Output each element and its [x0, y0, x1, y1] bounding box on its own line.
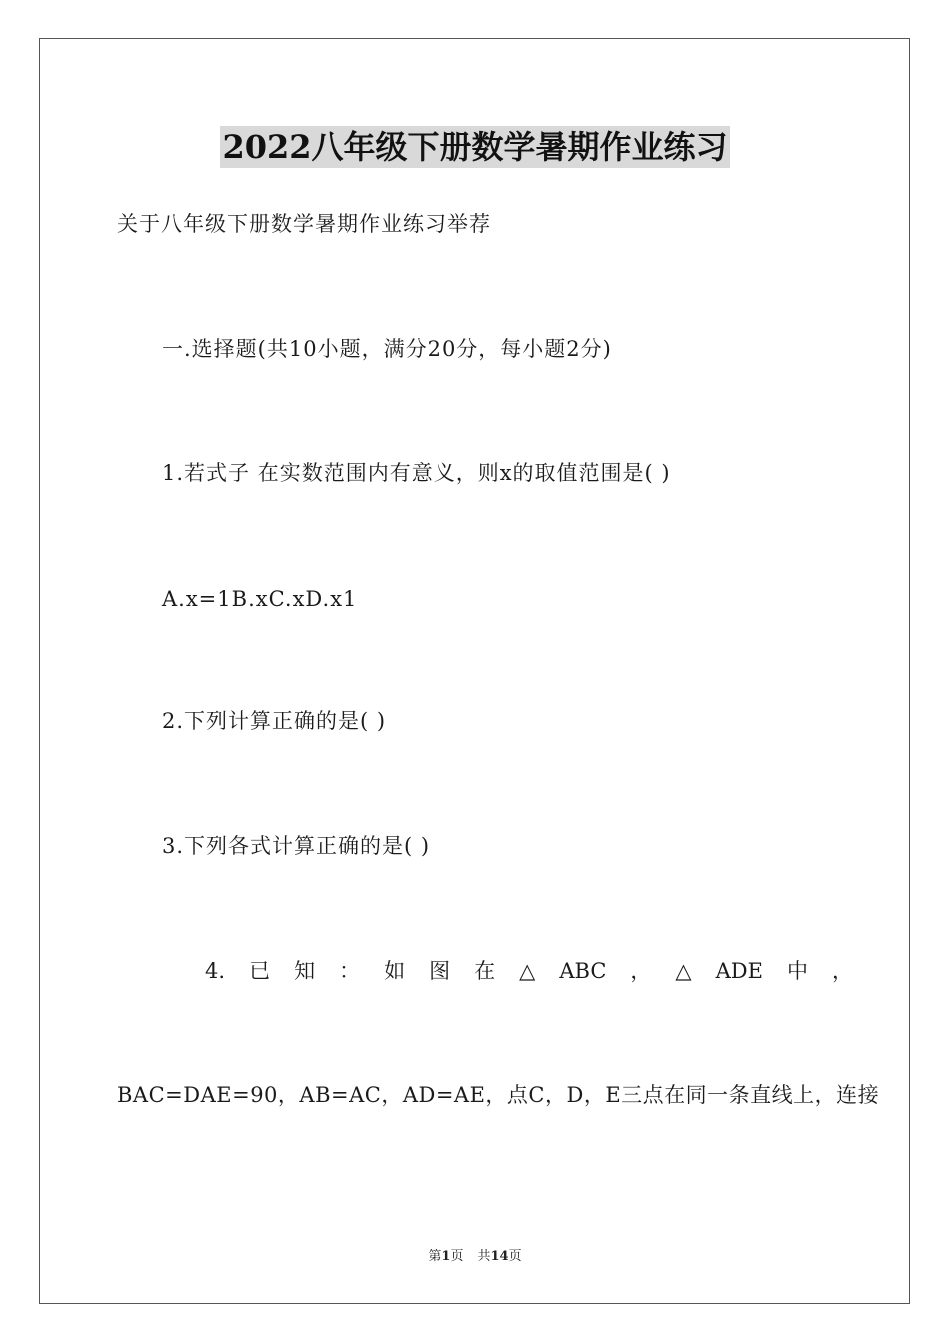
question-1: 1.若式子 在实数范围内有意义，则x的取值范围是( ) — [162, 461, 671, 485]
triangle-symbol: △ — [519, 959, 536, 983]
question-4-token: ABC — [559, 959, 607, 983]
question-4-token: ADE — [715, 959, 763, 983]
question-4-token: 4. — [205, 959, 226, 983]
question-3: 3.下列各式计算正确的是( ) — [162, 834, 431, 858]
question-4-token: ： — [339, 959, 361, 983]
question-4-token: ， — [630, 959, 652, 983]
footer-total-pages: 14 — [490, 1249, 509, 1264]
document-subtitle: 关于八年级下册数学暑期作业练习举荐 — [117, 212, 491, 236]
question-2: 2.下列计算正确的是( ) — [162, 709, 387, 733]
document-title: 2022八年级下册数学暑期作业练习 — [222, 128, 728, 166]
question-1-options: A.x=1B.xC.xD.x1 — [162, 587, 358, 611]
page-footer — [0, 1248, 950, 1266]
question-4-token: ， — [831, 959, 853, 983]
footer-page-suffix: 页 — [450, 1249, 464, 1264]
question-4-line-1 — [205, 957, 853, 985]
question-4-token: 知 — [294, 959, 316, 983]
footer-page-number: 1 — [441, 1249, 451, 1264]
question-4-token: 在 — [474, 959, 496, 983]
section-heading: 一.选择题(共10小题，满分20分，每小题2分) — [162, 337, 612, 361]
question-4-line-2: BAC=DAE=90，AB=AC，AD=AE，点C，D，E三点在同一条直线上，连接 — [117, 1083, 880, 1107]
footer-total-prefix: 共 — [477, 1249, 491, 1264]
footer-total-suffix: 页 — [508, 1249, 522, 1264]
question-4-token: 图 — [429, 959, 451, 983]
footer-prefix: 第 — [428, 1249, 442, 1264]
question-4-token: 中 — [786, 959, 808, 983]
question-4-token: 如 — [384, 959, 406, 983]
title-container — [0, 126, 950, 168]
question-4-token: 已 — [249, 959, 271, 983]
triangle-symbol: △ — [675, 959, 692, 983]
